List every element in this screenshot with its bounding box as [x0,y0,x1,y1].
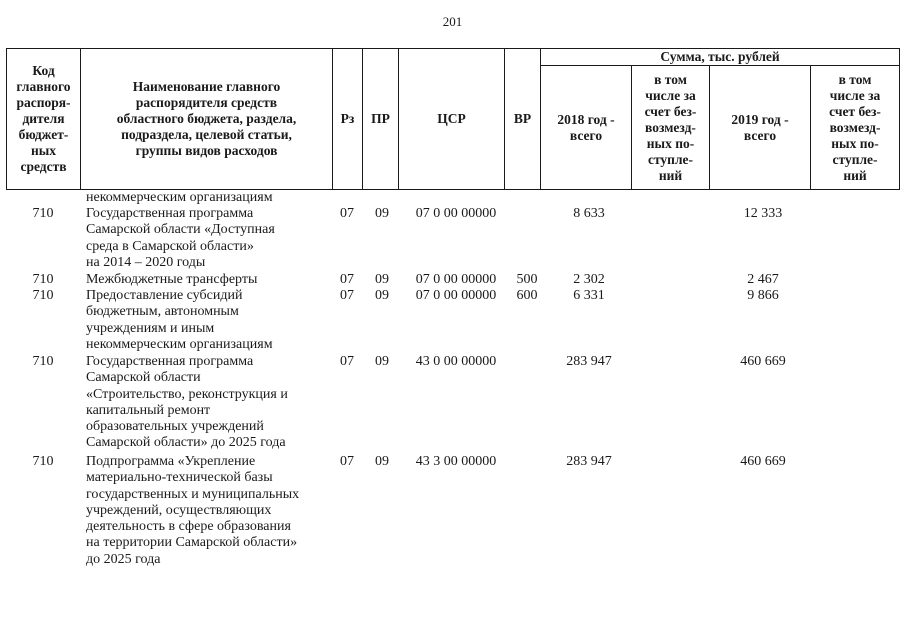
row-sum-2018: 283 947 [566,354,612,369]
row-pr: 09 [375,454,389,469]
row-name-line: среда в Самарской области» [86,238,254,254]
row-name-line: Предоставление субсидий [86,288,243,303]
row-vr: 500 [516,272,538,287]
header-line: ний [658,167,683,183]
header-line: распоря- [16,95,71,110]
row-rz: 07 [340,454,354,469]
row-name [86,354,336,452]
header-line: дителя [22,111,65,126]
header-line: всего [569,127,603,143]
row-rz: 07 [340,354,354,369]
header-line: Наименование главного [132,79,281,94]
row-csr: 07 0 00 00000 [415,288,497,303]
table-header [6,48,900,190]
header-line: ных [30,143,57,158]
row-name-line: Государственная программа [86,206,254,221]
header-line: возмезд- [645,119,696,135]
row-name [86,454,336,568]
row-pr: 09 [375,354,389,369]
header-line: ступле- [647,151,694,167]
row-csr: 43 3 00 00000 [415,454,497,469]
header-code [7,49,81,190]
header-line: средств [20,159,67,174]
row-rz: 07 [340,206,354,221]
header-total-2018 [541,66,632,190]
row-sum-2019: 460 669 [740,354,786,369]
header-line: группы видов расходов [135,143,278,158]
row-code: 710 [32,288,54,303]
row-sum-2018: 8 633 [573,206,605,221]
row-name-line: Самарской области» до 2025 года [86,435,286,451]
header-sum-title: Сумма, тыс. рублей [541,49,900,66]
header-line: 2018 год - [557,111,615,127]
row-sum-2019: 12 333 [743,206,783,221]
header-line: 2019 год - [731,111,789,127]
row-csr: 07 0 00 00000 [415,272,497,287]
header-gratuitous-2018 [632,66,710,190]
row-code: 710 [32,354,54,369]
row-name-line: «Строительство, реконструкция и [86,386,288,402]
row-rz: 07 [340,272,354,287]
row-name [86,206,336,271]
row-sum-2018: 6 331 [573,288,605,303]
row-name-line: деятельность в сфере образования [86,519,291,535]
header-line: областного бюджета, раздела, [116,111,297,126]
row-name-line: на 2014 – 2020 годы [86,254,206,270]
row-code: 710 [32,454,54,469]
header-vr: ВР [505,49,541,190]
row-sum-2018: 2 302 [573,272,605,287]
header-gratuitous-2018-text [634,72,707,184]
row-csr: 07 0 00 00000 [415,206,497,221]
row-code: 710 [32,206,54,221]
row-rz: 07 [340,288,354,303]
row-name-line: капитальный ремонт [86,402,211,418]
row-name-line: бюджетным, автономным [86,304,239,320]
header-line: подраздела, целевой статьи, [121,127,292,142]
row-name-line: государственных и муниципальных [86,486,300,502]
row-sum-2019: 9 866 [747,288,779,303]
row-pr: 09 [375,206,389,221]
row-name-line: Самарской области [86,370,201,386]
row-csr: 43 0 00 00000 [415,354,497,369]
header-line: счет без- [644,103,697,119]
header-line: числе за [645,87,696,103]
row-code: 710 [32,272,54,287]
row-name [86,288,336,353]
header-pr: ПР [363,49,399,190]
row-name-line: до 2025 года [86,551,161,567]
row-name-line: учреждений, осуществляющих [86,502,272,518]
header-line: числе за [829,87,881,103]
header-line: распорядителя средств [135,95,278,110]
header-line: счет без- [829,103,881,119]
header-gratuitous-2019 [811,66,900,190]
header-line: ступле- [832,151,878,167]
row-name [86,272,336,288]
header-name [81,49,333,190]
header-line: ных по- [646,135,695,151]
row-name-line: Подпрограмма «Укрепление [86,454,256,469]
header-line: в том [654,71,687,87]
row-name-line: учреждениям и иным [86,320,215,336]
row-sum-2018: 283 947 [566,454,612,469]
header-total-2018-text [543,112,629,144]
header-line: бюджет- [18,127,69,142]
row-name-line: материально-технической базы [86,470,273,486]
header-line: возмезд- [829,119,881,135]
header-rz: Рз [333,49,363,190]
header-csr: ЦСР [399,49,505,190]
row-name-line: некоммерческим организациям [86,190,273,205]
row-name [86,190,336,206]
page-number: 201 [442,14,463,29]
header-gratuitous-2019-text [813,72,897,184]
header-name-text [83,79,330,159]
header-line: всего [743,127,777,143]
header-line: в том [838,71,872,87]
header-total-2019 [710,66,811,190]
row-name-line: на территории Самарской области» [86,535,298,551]
row-name-line: Межбюджетные трансферты [86,272,258,287]
row-vr: 600 [516,288,538,303]
header-code-text [9,63,78,175]
row-name-line: Государственная программа [86,354,254,369]
header-total-2019-text [712,112,808,144]
row-sum-2019: 460 669 [740,454,786,469]
row-name-line: Самарской области «Доступная [86,222,275,238]
row-name-line: образовательных учреждений [86,419,264,435]
header-line: Код [32,63,55,78]
row-name-line: некоммерческим организациям [86,336,273,352]
header-line: главного [16,79,71,94]
row-pr: 09 [375,288,389,303]
header-line: ний [843,167,867,183]
row-sum-2019: 2 467 [747,272,779,287]
header-line: ных по- [831,135,879,151]
row-pr: 09 [375,272,389,287]
